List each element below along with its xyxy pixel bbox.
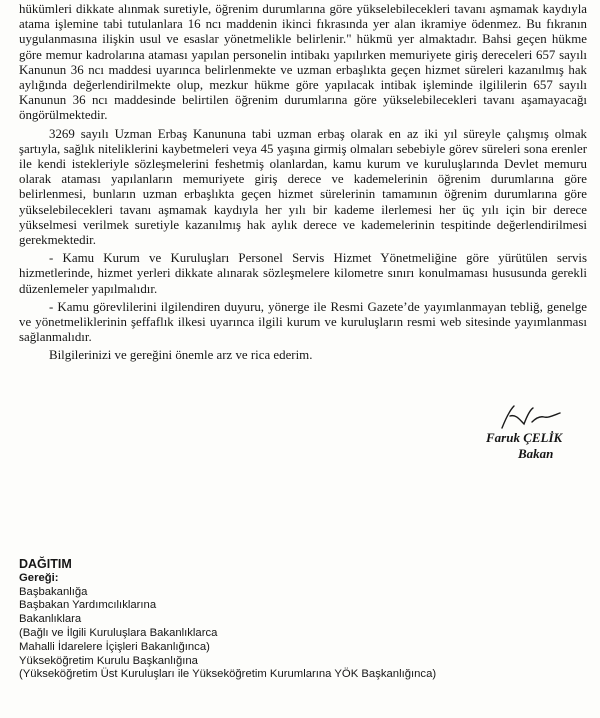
- handwritten-signature: [496, 404, 566, 430]
- paragraph-servis-hizmetleri: - Kamu Kurum ve Kuruluşları Personel Servis Hizmet Yönetmeliğine göre yürütülen servis hizmetlerinde, hizmet yerleri dikkate alınarak sözleşmelere kilometre sınırı konulmaması hususunda gerekli düzenlemeler yapılmalıdır.: [19, 251, 587, 296]
- paragraph-web-yayimlama: - Kamu görevlilerini ilgilendiren duyuru, yönerge ile Resmi Gazete’de yayımlanmayan tebliğ, genelge ve yönetmeliklerinin şeffaflık ilkesi uyarınca ilgili kurum ve kuruluşların resmi web sitesinde yayımlanması sağlanmalıdır.: [19, 299, 587, 345]
- signature-block: [478, 404, 588, 462]
- paragraph-intibak: hükümleri dikkate alınmak suretiyle, öğrenim durumlarına göre yükselebilecekleri tavanı aşmamak kaydıyla atama işlemine tabi tutulanlara 16 ncı maddenin ikinci fıkrasında yer alan ikramiye ödenmez. Bu fıkranın uygulanmasına ilişkin usul ve esaslar yönetmelikle belirlenir." hükmü yer almaktadır. Bahsi geçen hükme göre memur kadrolarına ataması yapılan personelin intibakı yapılırken memuriyete giriş dereceleri 657 sayılı Kanunun 36 ncı maddesi uyarınca belirlenmekte ve uzman erbaşlıkta geçen hizmet süreleri kazanılmış hak aylığında değerlendirilmekte olup, mezkur hükme göre yapılacak intibak işleminde ilgililerin 657 sayılı Kanunun 36 ncı maddesinde belirtilen öğrenim durumlarına göre yükselebilecekleri tavanı aşamayacağı öngörülmektedir.: [19, 2, 587, 123]
- distribution-item: Mahalli İdarelere İçişleri Bakanlığınca): [19, 640, 210, 653]
- distribution-item: (Yükseköğretim Üst Kuruluşları ile Yükseköğretim Kurumlarına YÖK Başkanlığınca): [19, 668, 437, 681]
- distribution-subheading: Gereği:: [19, 571, 59, 584]
- distribution-item: Yükseköğretim Kurulu Başkanlığına: [19, 654, 198, 667]
- signatory-name: Faruk ÇELİK: [486, 430, 563, 445]
- distribution-heading: DAĞITIM: [19, 557, 72, 571]
- distribution-item: Başbakanlığa: [19, 585, 88, 598]
- distribution-item: Başbakan Yardımcılıklarına: [19, 599, 157, 612]
- letter-body: [19, 2, 587, 364]
- closing-line: Bilgilerinizi ve gereğini önemle arz ve rica ederim.: [49, 348, 313, 363]
- distribution-item: Bakanlıklara: [19, 613, 82, 626]
- paragraph-uzman-erbas: 3269 sayılı Uzman Erbaş Kanununa tabi uzman erbaş olarak en az iki yıl süreyle çalışmış olmak şartıyla, sağlık niteliklerini kaybetmeleri veya 45 yaşına girmiş olmaları sebebiyle görev süreleri sona erenler ile kendi istekleriyle sözleşmelerini feshetmiş olanlardan, kamu kurum ve kuruluşlarında Devlet memuru olarak ataması yapılanların memuriyete giriş derece ve kademelerinin öğrenim durumlarına göre belirlenmesi, bunların uzman erbaşlıkta geçen hizmet sürelerinin tamamının öğrenim durumlarına göre yükselebilecekleri tavanı aşmamak kaydıyla her yılı bir kademe ilerlemesi her üç yılı için bir derece yükselmesi verilmek suretiyle kazanılmış hak aylık derece ve kademelerinin tespitinde değerlendirilmesi gerekmektedir.: [19, 126, 587, 248]
- signatory-title: Bakan: [518, 446, 554, 461]
- distribution-item: (Bağlı ve İlgili Kuruluşlara Bakanlıklarca: [19, 626, 218, 639]
- distribution-list: [19, 558, 579, 682]
